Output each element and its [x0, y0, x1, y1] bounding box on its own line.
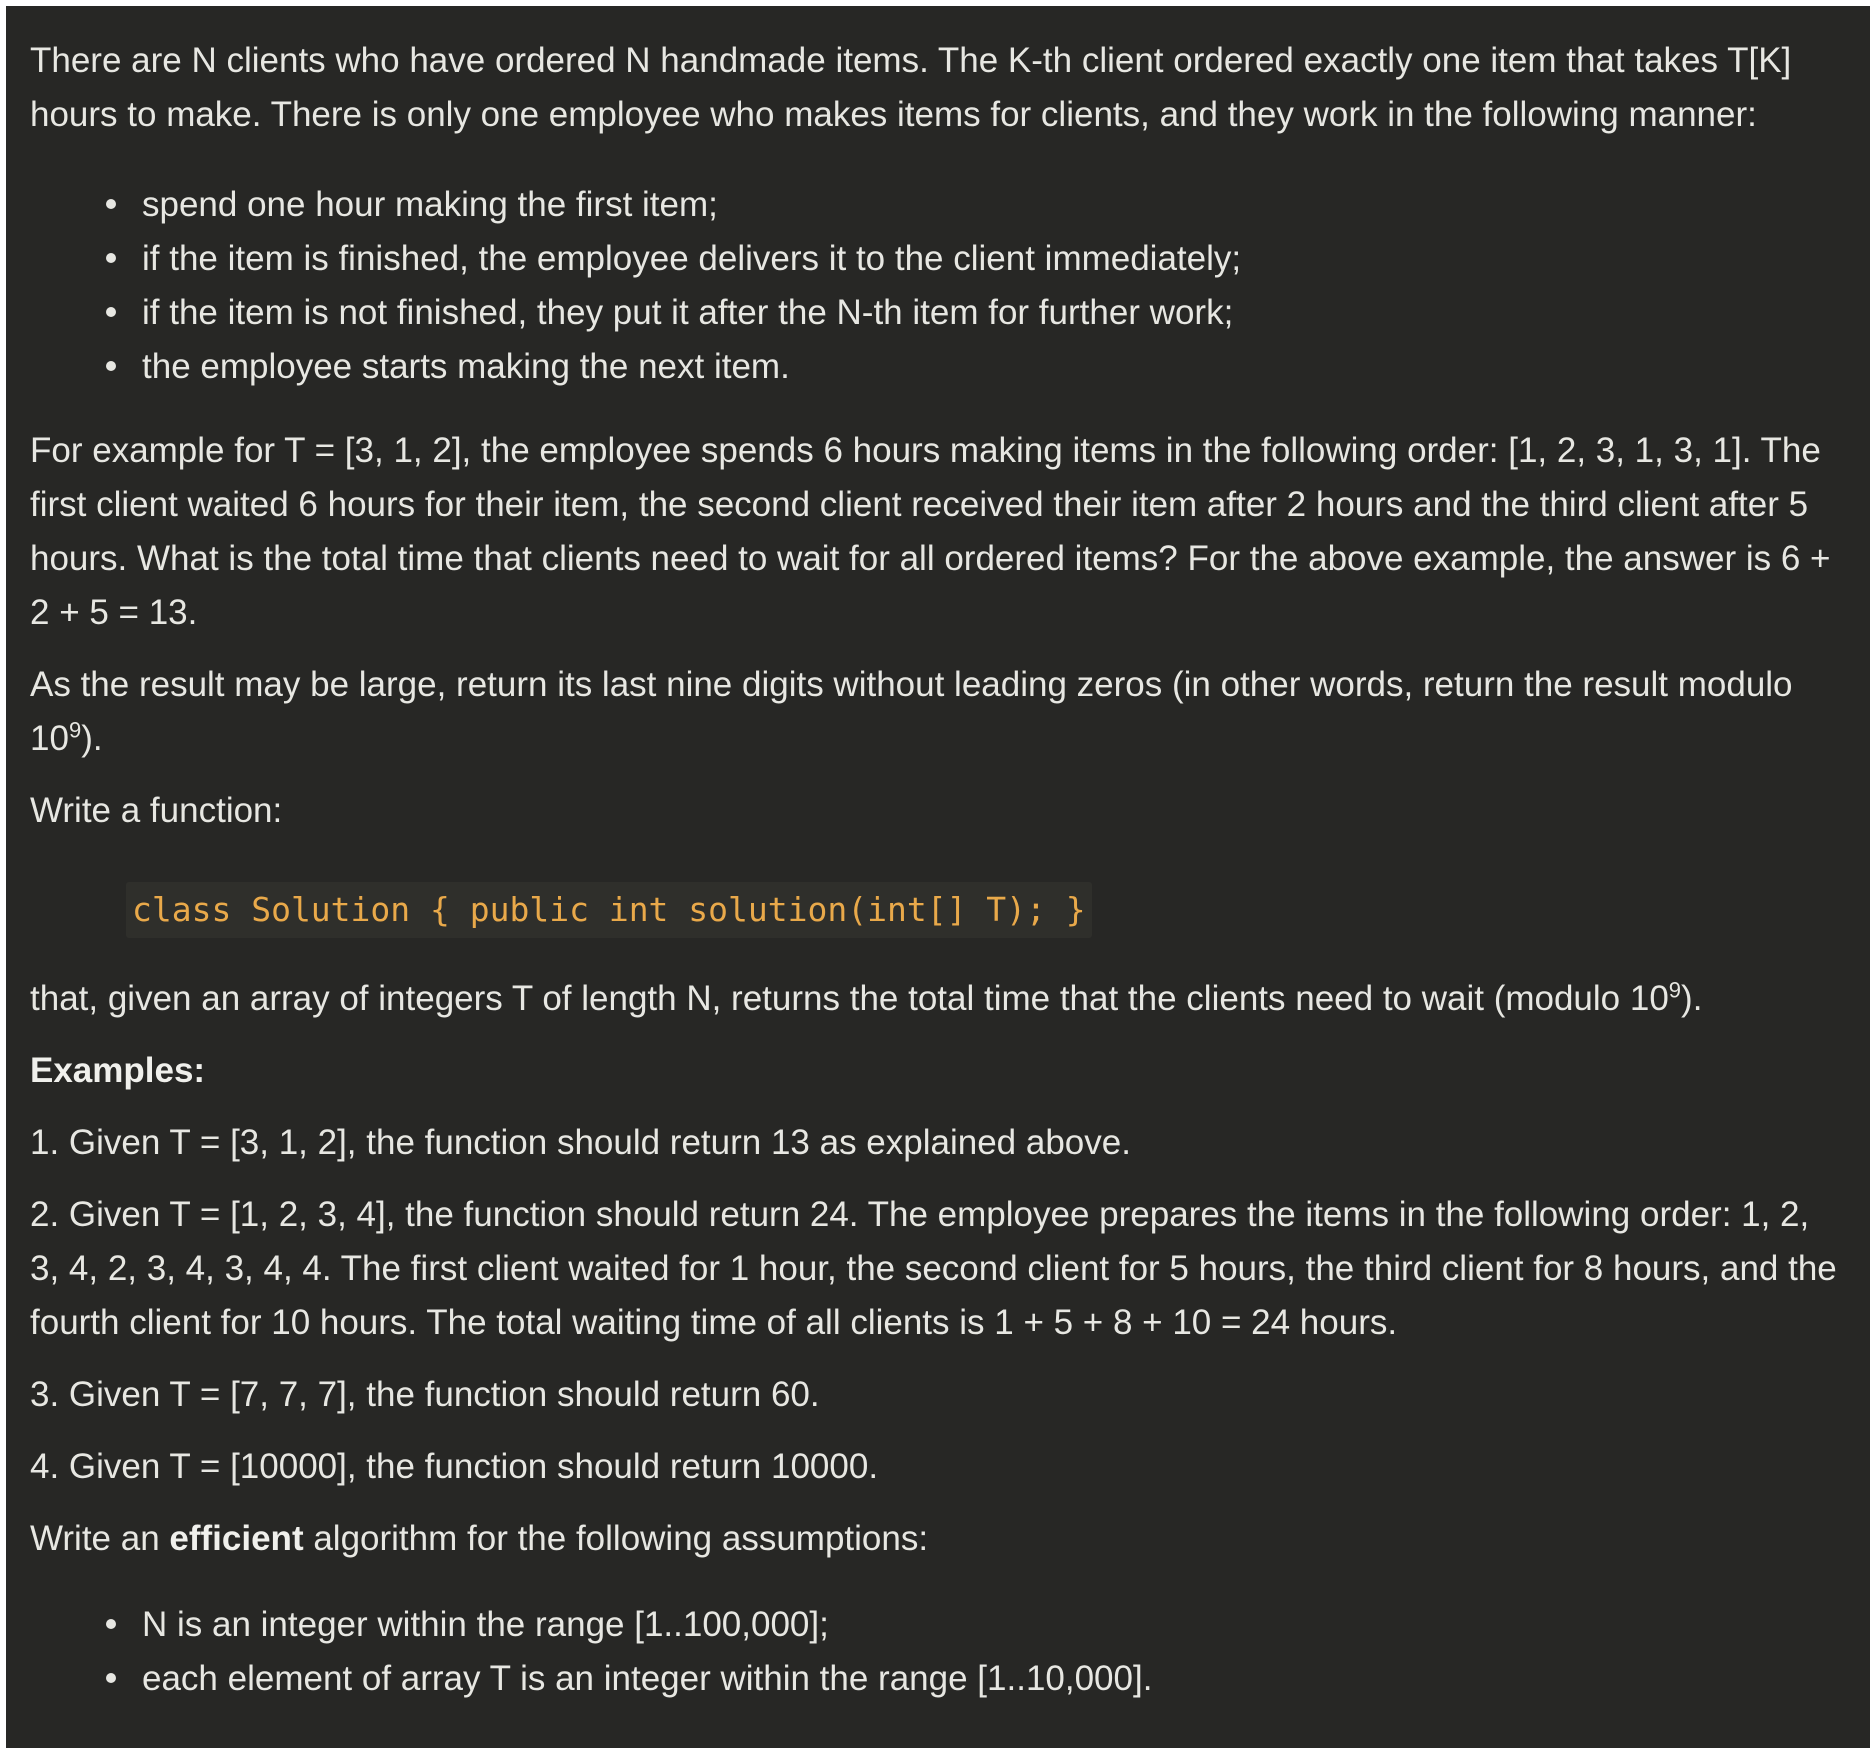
bullet-icon — [106, 1619, 116, 1629]
list-item — [118, 232, 1846, 286]
bullet-icon — [106, 199, 116, 209]
efficient-suffix: algorithm for the following assumptions: — [303, 1519, 929, 1558]
list-item-text: if the item is not finished, they put it after the N-th item for further work; — [142, 293, 1234, 332]
bullet-icon — [106, 253, 116, 263]
example-item-4: 4. Given T = [10000], the function should return 10000. — [30, 1447, 879, 1486]
example-paragraph: For example for T = [3, 1, 2], the employee spends 6 hours making items in the following order: [1, 2, 3, 1, 3, 1]. The first client waited 6 hours for their item, the second client received their item after 2 hours and the third client after 5 hours. What is the total time that clients need to wait for all ordered items? For the above example, the answer is 6 + 2 + 5 = 13. — [30, 431, 1831, 632]
modulo-exponent: 9 — [68, 717, 82, 743]
list-item — [118, 178, 1846, 232]
given-text: that, given an array of integers T of length N, returns the total time that the clients need to wait (modulo 10 — [30, 979, 1669, 1018]
efficient-bold: efficient — [169, 1519, 304, 1558]
example-item-3: 3. Given T = [7, 7, 7], the function should return 60. — [30, 1375, 820, 1414]
write-function-label: Write a function: — [30, 791, 283, 830]
list-item-text: each element of array T is an integer within the range [1..10,000]. — [142, 1659, 1153, 1698]
assumptions-list — [30, 1598, 1846, 1706]
examples-heading — [30, 1044, 1846, 1098]
given-suffix: ). — [1681, 979, 1703, 1018]
given-exponent: 9 — [1668, 977, 1682, 1003]
example-item-2: 2. Given T = [1, 2, 3, 4], the function should return 24. The employee prepares the items in the following order: 1, 2, 3, 4, 2, 3, 4, 3, 4, 4. The first client waited for 1 hour, the second client for 5 hours, the third client for 8 hours, and the fourth client for 10 hours. The total waiting time of all clients is 1 + 5 + 8 + 10 = 24 hours. — [30, 1195, 1837, 1342]
problem-statement-panel — [6, 6, 1870, 1748]
list-item — [118, 1652, 1846, 1706]
efficient-prefix: Write an — [30, 1519, 170, 1558]
list-item-text: spend one hour making the first item; — [142, 185, 718, 224]
list-item — [118, 340, 1846, 394]
given-paragraph — [30, 972, 1846, 1026]
list-item — [118, 286, 1846, 340]
bullet-icon — [106, 307, 116, 317]
code-signature: class Solution { public int solution(int[] T); } — [126, 882, 1092, 938]
list-item — [118, 1598, 1846, 1652]
efficient-paragraph — [30, 1512, 1846, 1566]
process-steps-list — [30, 178, 1846, 394]
modulo-text: As the result may be large, return its last nine digits without leading zeros (in other words, return the result modulo 10 — [30, 665, 1793, 758]
example-item-1: 1. Given T = [3, 1, 2], the function should return 13 as explained above. — [30, 1123, 1131, 1162]
examples-heading-text: Examples: — [30, 1051, 206, 1090]
bullet-icon — [106, 1673, 116, 1683]
list-item-text: if the item is finished, the employee delivers it to the client immediately; — [142, 239, 1242, 278]
intro-paragraph: There are N clients who have ordered N handmade items. The K-th client ordered exactly one item that takes T[K] hours to make. There is only one employee who makes items for clients, and they work in the following manner: — [30, 41, 1792, 134]
modulo-paragraph — [30, 658, 1846, 766]
modulo-suffix: ). — [81, 719, 103, 758]
list-item-text: N is an integer within the range [1..100,000]; — [142, 1605, 829, 1644]
code-container — [30, 838, 1846, 938]
list-item-text: the employee starts making the next item. — [142, 347, 790, 386]
bullet-icon — [106, 361, 116, 371]
